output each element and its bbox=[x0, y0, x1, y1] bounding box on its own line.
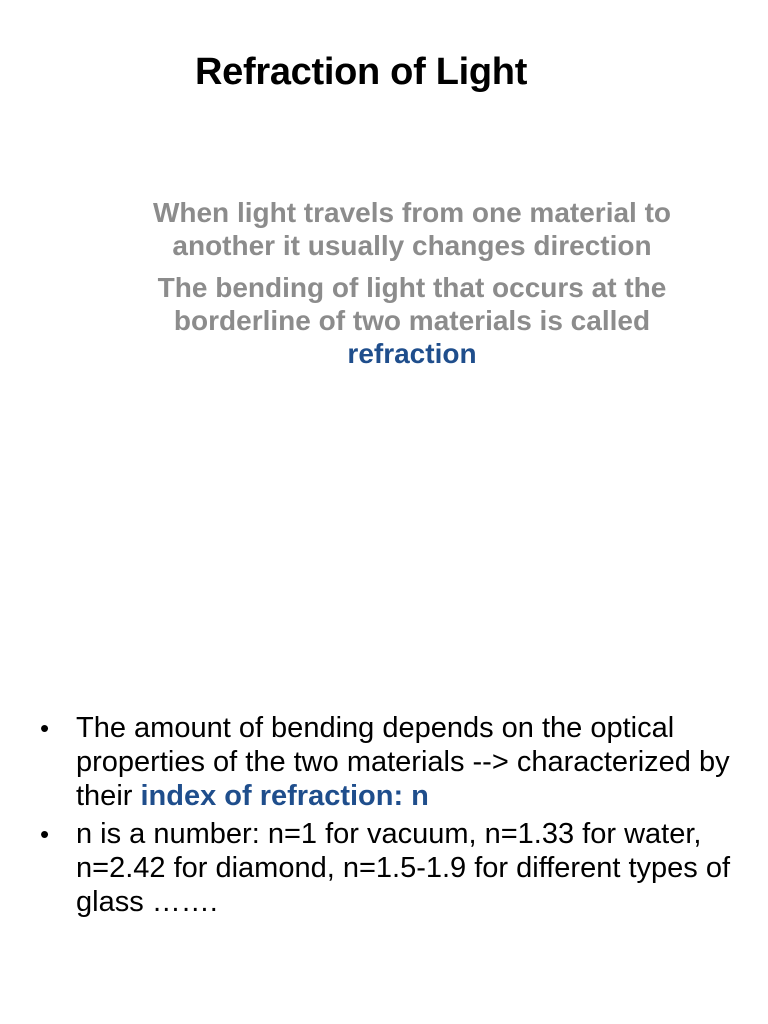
bullet-marker: • bbox=[40, 713, 50, 743]
slide-subtitle bbox=[112, 196, 712, 379]
subtitle-paragraph-2 bbox=[112, 271, 712, 370]
bullet-item bbox=[40, 817, 730, 919]
index-of-refraction-term: index of refraction: n bbox=[140, 780, 429, 812]
bullet-item bbox=[40, 711, 730, 813]
bullet-text: The amount of bending depends on the optical properties of the two materials --> characterized by their bbox=[76, 712, 730, 812]
subtitle-paragraph-2-text: The bending of light that occurs at the borderline of two materials is called bbox=[157, 272, 667, 336]
bullet-list bbox=[40, 711, 730, 923]
bullet-marker: • bbox=[40, 819, 50, 849]
bullet-text: n is a number: n=1 for vacuum, n=1.33 for water, n=2.42 for diamond, n=1.5-1.9 for different types of glass ……. bbox=[76, 818, 731, 918]
subtitle-paragraph-1: When light travels from one material to another it usually changes direction bbox=[152, 197, 672, 261]
slide-title: Refraction of Light bbox=[195, 51, 528, 93]
refraction-term: refraction bbox=[347, 338, 477, 369]
